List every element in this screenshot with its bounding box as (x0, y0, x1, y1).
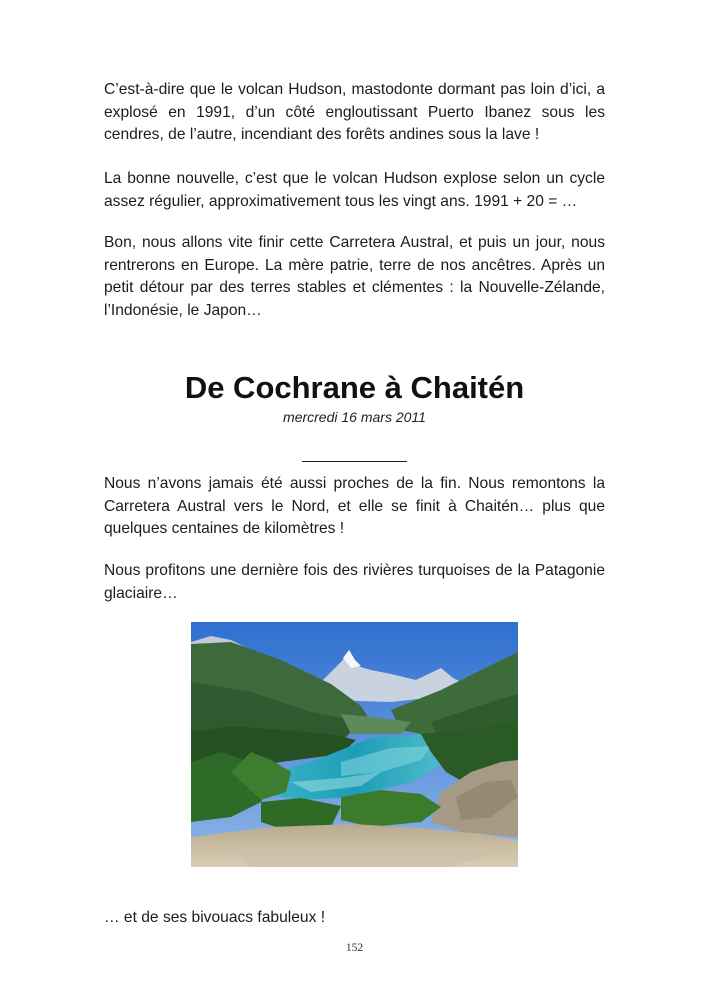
intro-paragraph-1: C’est-à-dire que le volcan Hudson, mastodonte dormant pas loin d’ici, a explosé en 1991, d’un côté engloutissant Puerto Ibanez sous les cendres, de l’autre, incendiant des forêts andines sous la lave ! (104, 81, 605, 143)
intro-paragraph-3: Bon, nous allons vite finir cette Carretera Austral, et puis un jour, nous rentrerons en Europe. La mère patrie, terre de nos ancêtres. Après un petit détour par des terres stables et clémentes : la Nouvelle-Zélande, l’Indonésie, le Japon… (104, 234, 605, 319)
title-divider (302, 461, 407, 462)
chapter-title: De Cochrane à Chaitén (184, 370, 525, 405)
chapter-paragraph-1: Nous n’avons jamais été aussi proches de la fin. Nous remontons la Carretera Austral vers le Nord, et elle se finit à Chaitén… plus que quelques centaines de kilomètres ! (104, 475, 605, 537)
river-valley-photo (191, 622, 518, 867)
page-number: 152 (345, 942, 364, 954)
photo-caption: … et de ses bivouacs fabuleux ! (104, 909, 326, 926)
chapter-date: mercredi 16 mars 2011 (283, 409, 426, 425)
intro-paragraph-2: La bonne nouvelle, c’est que le volcan Hudson explose selon un cycle assez régulier, approximativement tous les vingt ans. 1991 + 20 = … (104, 170, 605, 210)
chapter-paragraph-2: Nous profitons une dernière fois des rivières turquoises de la Patagonie glaciaire… (104, 562, 605, 602)
